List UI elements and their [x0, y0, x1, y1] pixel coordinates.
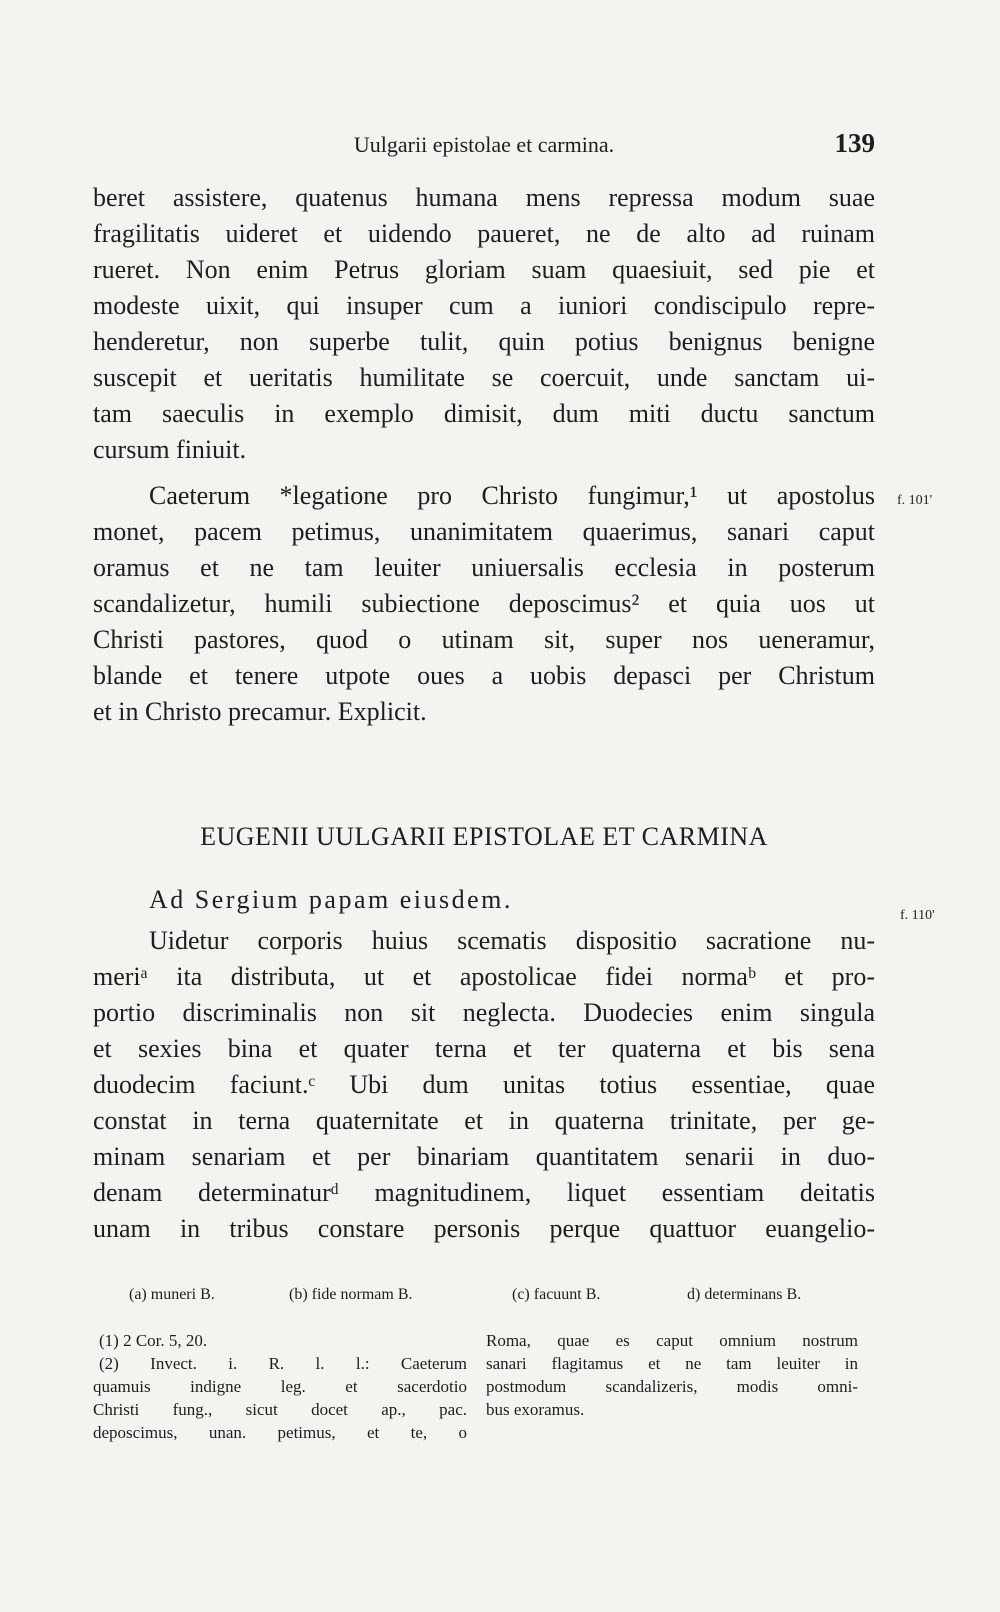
footnote-line: quamuis indigne leg. et sacerdotio: [93, 1377, 467, 1396]
paragraph-1: [93, 180, 875, 468]
text-line: unam in tribus constare personis perque quattuor euangelio-: [93, 1214, 875, 1243]
text-line: tam saeculis in exemplo dimisit, dum miti ductu sanctum: [93, 399, 875, 428]
paragraph-2: [93, 478, 875, 730]
footnote-line: (2) Invect. i. R. l. l.: Caeterum: [99, 1354, 467, 1373]
running-title: Uulgarii epistolae et carmina.: [353, 132, 615, 157]
text-line: blande et tenere utpote oues a uobis depasci per Christum: [93, 661, 875, 690]
footnote-line: postmodum scandalizeris, modis omni-: [486, 1377, 858, 1396]
text-line: cursum finiuit.: [93, 435, 247, 464]
text-line: et in Christo precamur. Explicit.: [93, 697, 427, 726]
footnotes-right: [486, 1329, 858, 1421]
variant-notes: [93, 1286, 875, 1310]
paragraph-3: [93, 923, 875, 1247]
section-heading: EUGENII UULGARII EPISTOLAE ET CARMINA: [200, 822, 768, 851]
text-line: oramus et ne tam leuiter uniuersalis ecclesia in posterum: [93, 553, 875, 582]
text-line: portio discriminalis non sit neglecta. Duodecies enim singula: [93, 998, 875, 1027]
footnote-line: deposcimus, unan. petimus, et te, o: [93, 1423, 467, 1442]
footnote-line: Roma, quae es caput omnium nostrum: [486, 1331, 858, 1350]
folio-reference: f. 101': [897, 493, 933, 508]
text-line: minam senariam et per binariam quantitatem senarii in duo-: [93, 1142, 875, 1171]
variant-note: (c) facuunt B.: [512, 1286, 601, 1303]
text-line: meriᵃ ita distributa, ut et apostolicae fidei normaᵇ et pro-: [93, 962, 875, 991]
text-line: constat in terna quaternitate et in quaterna trinitate, per ge-: [93, 1106, 875, 1135]
footnote-line: (1) 2 Cor. 5, 20.: [99, 1331, 208, 1350]
text-line: beret assistere, quatenus humana mens repressa modum suae: [93, 183, 875, 212]
footnote-line: Christi fung., sicut docet ap., pac.: [93, 1400, 467, 1419]
text-line: rueret. Non enim Petrus gloriam suam quaesiuit, sed pie et: [93, 255, 875, 284]
footnotes-left: [93, 1329, 467, 1444]
folio-reference: f. 110': [900, 908, 935, 923]
text-line: fragilitatis uideret et uidendo paueret, ne de alto ad ruinam: [93, 219, 875, 248]
text-line: Christi pastores, quod o utinam sit, super nos ueneramur,: [93, 625, 875, 654]
text-line: suscepit et ueritatis humilitate se coercuit, unde sanctam ui-: [93, 363, 875, 392]
text-line: Caeterum *legatione pro Christo fungimur,¹ ut apostolus: [149, 481, 875, 510]
text-line: monet, pacem petimus, unanimitatem quaerimus, sanari caput: [93, 517, 875, 546]
text-line: et sexies bina et quater terna et ter quaterna et bis sena: [93, 1034, 875, 1063]
text-line: scandalizetur, humili subiectione deposcimus² et quia uos ut: [93, 589, 875, 618]
text-line: henderetur, non superbe tulit, quin potius benignus benigne: [93, 327, 875, 356]
variant-note: (b) fide normam B.: [289, 1286, 413, 1303]
letter-subheading: Ad Sergium papam eiusdem.: [149, 885, 513, 914]
variant-note: (a) muneri B.: [129, 1286, 215, 1303]
page-number: 139: [834, 128, 875, 158]
footnote-line: bus exoramus.: [486, 1400, 585, 1419]
text-line: modeste uixit, qui insuper cum a iuniori condiscipulo repre-: [93, 291, 875, 320]
text-line: denam determinaturᵈ magnitudinem, liquet essentiam deitatis: [93, 1178, 875, 1207]
text-line: duodecim faciunt.ᶜ Ubi dum unitas totius essentiae, quae: [93, 1070, 875, 1099]
footnote-line: sanari flagitamus et ne tam leuiter in: [486, 1354, 858, 1373]
variant-note: d) determinans B.: [687, 1286, 802, 1303]
text-line: Uidetur corporis huius scematis dispositio sacratione nu-: [149, 926, 875, 955]
running-header: [93, 128, 875, 168]
